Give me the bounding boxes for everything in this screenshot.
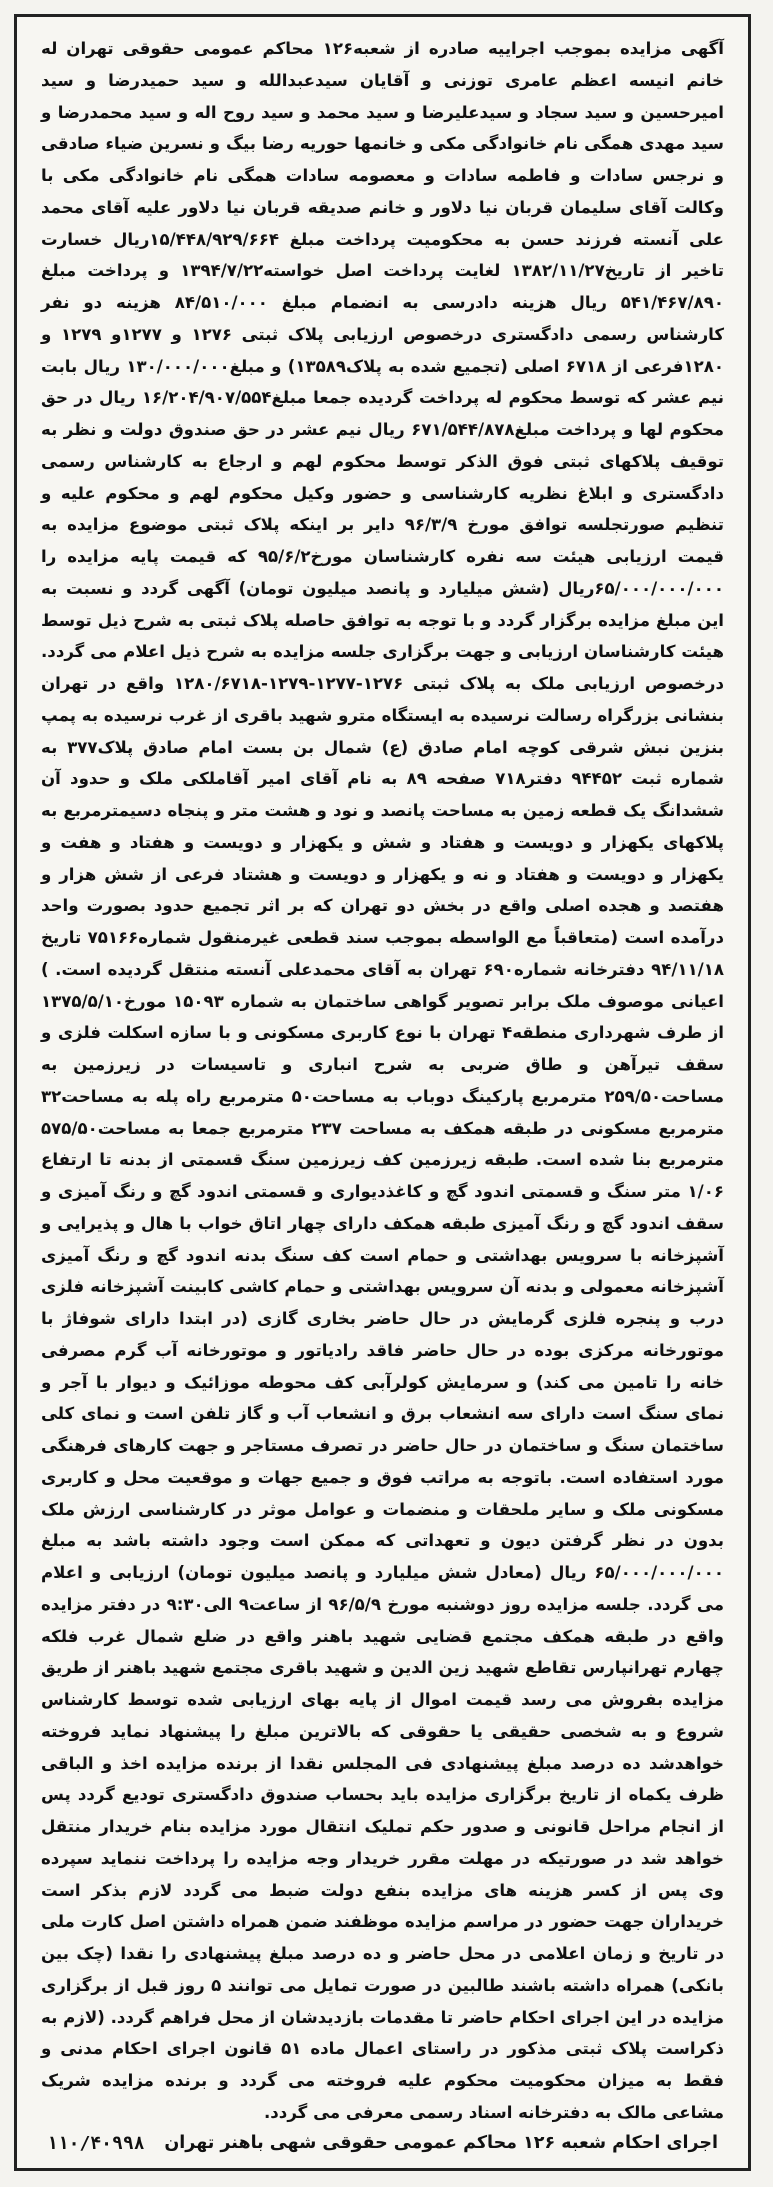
notice-footer — [41, 2129, 724, 2159]
auction-notice — [14, 14, 751, 2171]
issuer-signature: اجرای احکام شعبه ۱۲۶ محاکم عمومی حقوقی شهی باهنر تهران — [164, 2133, 718, 2154]
notice-code: ۱۱۰/۴۰۹۹۸ — [47, 2132, 145, 2154]
notice-body: آگهی مزایده بموجب اجراییه صادره از شعبه۱۲۶ محاکم عمومی حقوقی تهران له خانم انیسه اعظم عامری توزنی و آقایان سیدعبدالله و سید حمیدرضا و سید امیرحسین و سید سجاد و سیدعلیرضا و سید محمد و سید روح اله و سید محمدرضا و سید مهدی همگی نام خانوادگی مکی و خانمها حوریه رضا بیگ و نسرین ضیاء صادقی و نرجس سادات و فاطمه سادات و معصومه سادات همگی نام خانوادگی مکی با وکالت آقای سلیمان قربان نیا دلاور و خانم صدیقه قربان نیا دلاور علیه آقای محمد علی آنسته فرزند حسن به محکومیت پرداخت مبلغ ۱۵/۴۴۸/۹۲۹/۶۶۴ریال خسارت تاخیر از تاریخ۱۳۸۲/۱۱/۲۷ لغایت پرداخت اصل خواسته۱۳۹۴/۷/۲۲ و پرداخت مبلغ ۵۴۱/۴۶۷/۸۹۰ ریال هزینه دادرسی به انضمام مبلغ ۸۴/۵۱۰/۰۰۰ هزینه دو نفر کارشناس رسمی دادگستری درخصوص ارزیابی پلاک ثبتی ۱۲۷۶ و ۱۲۷۷و ۱۲۷۹ و ۱۲۸۰فرعی از ۶۷۱۸ اصلی (تجمیع شده به پلاک۱۳۵۸۹) و مبلغ۱۳۰/۰۰۰/۰۰۰ ریال بابت نیم عشر که توسط محکوم له پرداخت گردیده جمعا مبلغ۱۶/۲۰۴/۹۰۷/۵۵۴ ریال در حق محکوم لها و پرداخت مبلغ۶۷۱/۵۴۴/۸۷۸ ریال نیم عشر در حق صندوق دولت و نظر به توقیف پلاکهای ثبتی فوق الذکر توسط محکوم لهم و ارجاع به کارشناس رسمی دادگستری و ابلاغ نظریه کارشناسی و حضور وکیل محکوم لهم و محکوم علیه و تنظیم صورتجلسه توافق مورخ ۹۶/۳/۹ دایر بر اینکه پلاک ثبتی موضوع مزایده به قیمت ارزیابی هیئت سه نفره کارشناسان مورخ۹۵/۶/۲ که قیمت پایه مزایده را ۶۵/۰۰۰/۰۰۰/۰۰۰ریال (شش میلیارد و پانصد میلیون تومان) آگهی گردد و نسبت به این مبلغ مزایده برگزار گردد و با توجه به توافق حاصله پلاک ثبتی به شرح ذیل توسط هیئت کارشناسان ارزیابی و جهت برگزاری جلسه مزایده به شرح ذیل اعلام می گردد. درخصوص ارزیابی ملک به پلاک ثبتی ۱۲۷۶-۱۲۷۷-۱۲۷۹-۱۲۸۰/۶۷۱۸ واقع در تهران بنشانی بزرگراه رسالت نرسیده به ایستگاه مترو شهید باقری از غرب نرسیده به پمپ بنزین نبش شرقی کوچه امام صادق (ع) شمال بن بست امام صادق پلاک۳۷۷ به شماره ثبت ۹۴۴۵۲ دفتر۷۱۸ صفحه ۸۹ به نام آقای امیر آقاملکی ملک و حدود آن ششدانگ یک قطعه زمین به مساحت پانصد و نود و هشت متر و پنجاه دسیمترمربع به پلاکهای یکهزار و دویست و هفتاد و شش و یکهزار و دویست و هفتاد و هفت و یکهزار و دویست و هفتاد و نه و یکهزار و دویست و هشتاد فرعی از شش هزار و هفتصد و هجده اصلی واقع در بخش دو تهران که بر اثر تجمیع حدود بصورت واحد درآمده است (متعاقباً مع الواسطه بموجب سند قطعی غیرمنقول شماره۷۵۱۶۶ تاریخ ۹۴/۱۱/۱۸ دفترخانه شماره۶۹۰ تهران به آقای محمدعلی آنسته منتقل گردیده است. ) اعیانی موصوف ملک برابر تصویر گواهی ساختمان به شماره ۱۵۰۹۳ مورخ۱۳۷۵/۵/۱۰ از طرف شهرداری منطقه۴ تهران با نوع کاربری مسکونی و با سازه اسکلت فلزی و سقف تیرآهن و طاق ضربی به شرح انباری و تاسیسات در زیرزمین به مساحت۲۵۹/۵۰ مترمربع پارکینگ دوباب به مساحت۵۰ مترمربع راه پله به مساحت۳۲ مترمربع مسکونی در طبقه همکف به مساحت ۲۳۷ مترمربع جمعا به مساحت۵۷۵/۵۰ مترمربع بنا شده است. طبقه زیرزمین کف زیرزمین سنگ قسمتی از بدنه تا ارتفاع ۱/۰۶ متر سنگ و قسمتی اندود گچ و کاغذدیواری و قسمتی اندود گچ و رنگ آمیزی و سقف اندود گچ و رنگ آمیزی طبقه همکف دارای چهار اتاق خواب با هال و پذیرایی و آشپزخانه با سرویس بهداشتی و حمام است کف سنگ بدنه اندود گچ و رنگ آمیزی آشپزخانه معمولی و بدنه آن سرویس بهداشتی و حمام کاشی کابینت آشپزخانه فلزی درب و پنجره فلزی گرمایش در حال حاضر بخاری گازی (در ابتدا دارای شوفاژ با موتورخانه مرکزی بوده در حال حاضر فاقد رادیاتور و موتورخانه آب گرم مصرفی خانه را تامین می کند) و سرمایش کولرآبی کف محوطه موزائیک و دیوار با آجر و نمای سنگ است دارای سه انشعاب برق و انشعاب آب و گاز تلفن است و نمای کلی ساختمان سنگ و ساختمان در حال حاضر در تصرف مستاجر و جهت کارهای فرهنگی مورد استفاده است. باتوجه به مراتب فوق و جمیع جهات و موقعیت محل و کاربری مسکونی ملک و سایر ملحقات و منضمات و عوامل موثر در کارشناسی ارزش ملک بدون در نظر گرفتن دیون و تعهداتی که ممکن است وجود داشته باشد به مبلغ ۶۵/۰۰۰/۰۰۰/۰۰۰ ریال (معادل شش میلیارد و پانصد میلیون تومان) ارزیابی و اعلام می گردد. جلسه مزایده روز دوشنبه مورخ ۹۶/۵/۹ از ساعت۹ الی۹:۳۰ در دفتر مزایده واقع در طبقه همکف مجتمع قضایی شهید باهنر واقع در ضلع شمال غرب فلکه چهارم تهرانپارس تقاطع شهید زین الدین و شهید باقری مجتمع شهید باهنر از طریق مزایده بفروش می رسد قیمت اموال از پایه بهای ارزیابی شده توسط کارشناس شروع و به شخصی حقیقی یا حقوقی که بالاترین مبلغ را پیشنهاد نماید فروخته خواهدشد ده درصد مبلغ پیشنهادی فی المجلس نقدا از برنده مزایده اخذ و الباقی ظرف یکماه از تاریخ برگزاری مزایده باید بحساب صندوق دادگستری تودیع گردد پس از انجام مراحل قانونی و صدور حکم تملیک انتقال مورد مزایده بنام خریدار منتقل خواهد شد در صورتیکه در مهلت مقرر خریدار وجه مزایده را پرداخت ننماید سپرده وی پس از کسر هزینه های مزایده بنفع دولت ضبط می گردد لازم بذکر است خریداران جهت حضور در مراسم مزایده موظفند ضمن همراه داشتن اصل کارت ملی در تاریخ و زمان اعلامی در محل حاضر و ده درصد مبلغ پیشنهادی را نقدا (چک بین بانکی) همراه داشته باشند طالبین در صورت تمایل می توانند ۵ روز قبل از برگزاری مزایده در این اجرای احکام حاضر تا مقدمات بازدیدشان از محل فراهم گردد. (لازم به ذکراست پلاک ثبتی مذکور در راستای اعمال ماده ۵۱ قانون اجرای احکام مدنی و فقط به میزان محکومیت محکوم علیه فروخته می گردد و برنده مزایده شریک مشاعی مالک به دفترخانه اسناد رسمی معرفی می گردد. — [41, 39, 725, 2122]
